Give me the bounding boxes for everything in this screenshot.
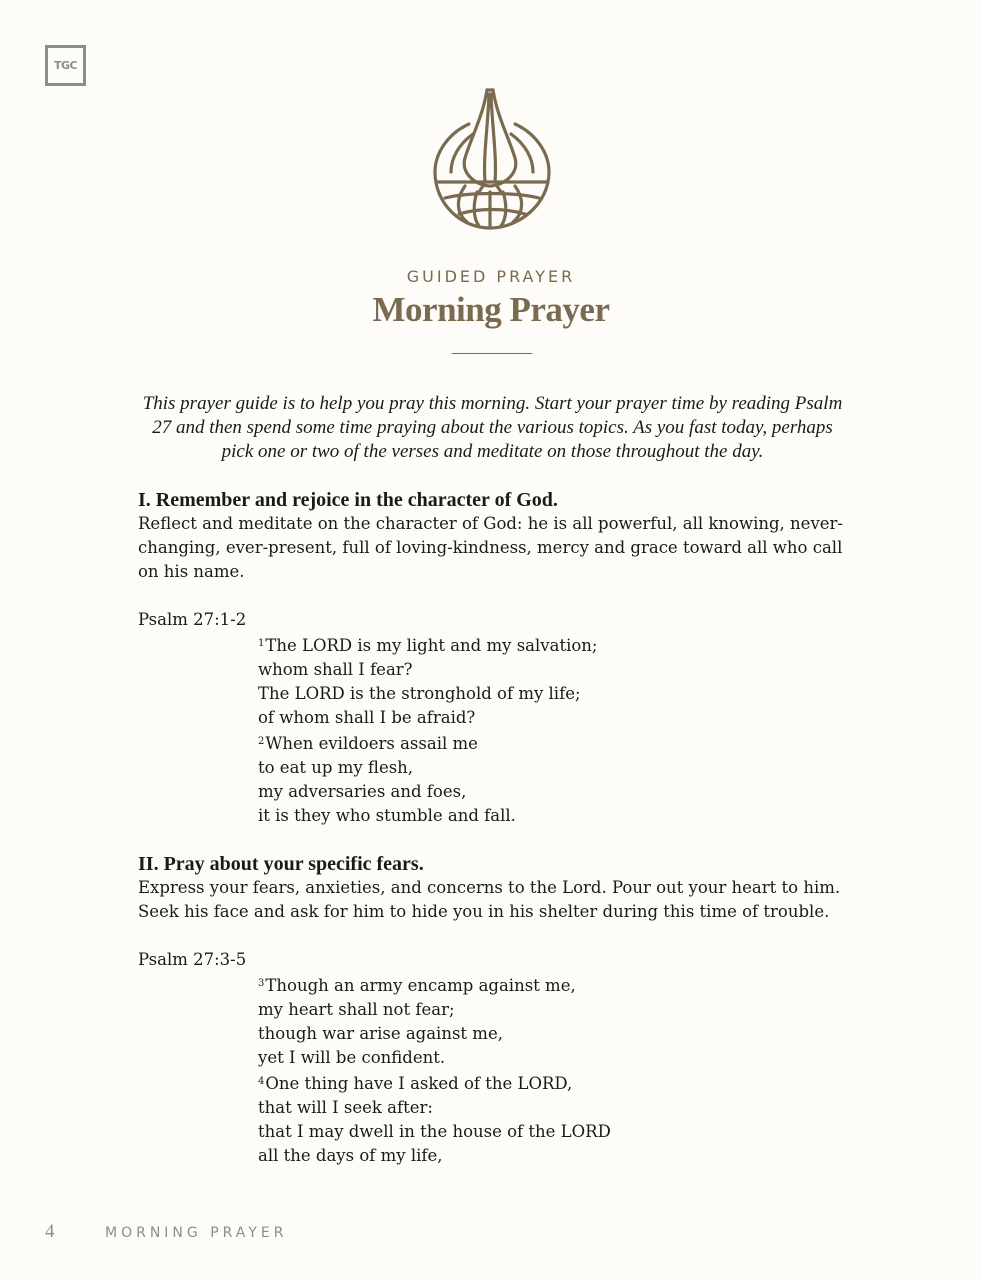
verse-line: $^4$One thing have I asked of the LORD, (258, 1074, 573, 1093)
verse-line: to eat up my flesh, (258, 758, 414, 777)
verse-line: The LORD is the stronghold of my life; (258, 684, 581, 703)
verse-number: 2 (258, 736, 265, 747)
page-number: 4 (45, 1221, 55, 1242)
section-kicker: GUIDED PRAYER (406, 267, 576, 286)
verse-line: $^3$Though an army encamp against me, (258, 976, 576, 995)
prayer-content (138, 488, 858, 1168)
verse-line: my adversaries and foes, (258, 782, 467, 801)
verse-line: yet I will be confident. (258, 1048, 446, 1067)
verse-line: though war arise against me, (258, 1024, 503, 1043)
verse-number: 1 (258, 638, 265, 649)
page-title: Morning Prayer (372, 290, 610, 329)
running-head: MORNING PRAYER (105, 1225, 288, 1241)
verse-line: that I may dwell in the house of the LORD (258, 1122, 611, 1141)
verse-number: 4 (258, 1076, 265, 1087)
passage-reference: Psalm 27:3-5 (138, 950, 247, 969)
verse-line: that will I seek after: (258, 1098, 433, 1117)
section-body: Express your fears, anxieties, and concerns to the Lord. Pour out your heart to him. Seek his face and ask for him to hide you in his shelter during this time of trouble. (138, 878, 841, 921)
verse-line: my heart shall not fear; (258, 1000, 455, 1019)
verse-line: $^2$When evildoers assail me (258, 734, 478, 753)
verse-line: of whom shall I be afraid? (258, 708, 476, 727)
verse-line: it is they who stumble and fall. (258, 806, 516, 825)
intro-paragraph: This prayer guide is to help you pray this morning. Start your prayer time by reading Psalm 27 and then spend some time praying about the various topics. As you fast today, perhaps pick one or two of the verses and meditate on those throughout the day. (142, 393, 843, 462)
verse-line: all the days of my life, (258, 1146, 443, 1165)
praying-hands-globe-icon (433, 86, 551, 232)
scripture-passage (258, 972, 858, 1168)
verse-line: $^1$The LORD is my light and my salvation; (258, 636, 598, 655)
tgc-logo: TGC (45, 45, 86, 86)
section-body: Reflect and meditate on the character of God: he is all powerful, all knowing, never-changing, ever-present, full of loving-kindness, mercy and grace toward all who call on his name. (138, 514, 843, 581)
verse-line: whom shall I fear? (258, 660, 413, 679)
passage-reference: Psalm 27:1-2 (138, 610, 247, 629)
scripture-passage (258, 632, 858, 828)
section-heading: I. Remember and rejoice in the character of God. (138, 489, 558, 511)
page-footer (45, 1221, 287, 1243)
title-divider (452, 353, 532, 354)
section-heading: II. Pray about your specific fears. (138, 853, 424, 875)
verse-number: 3 (258, 978, 265, 989)
